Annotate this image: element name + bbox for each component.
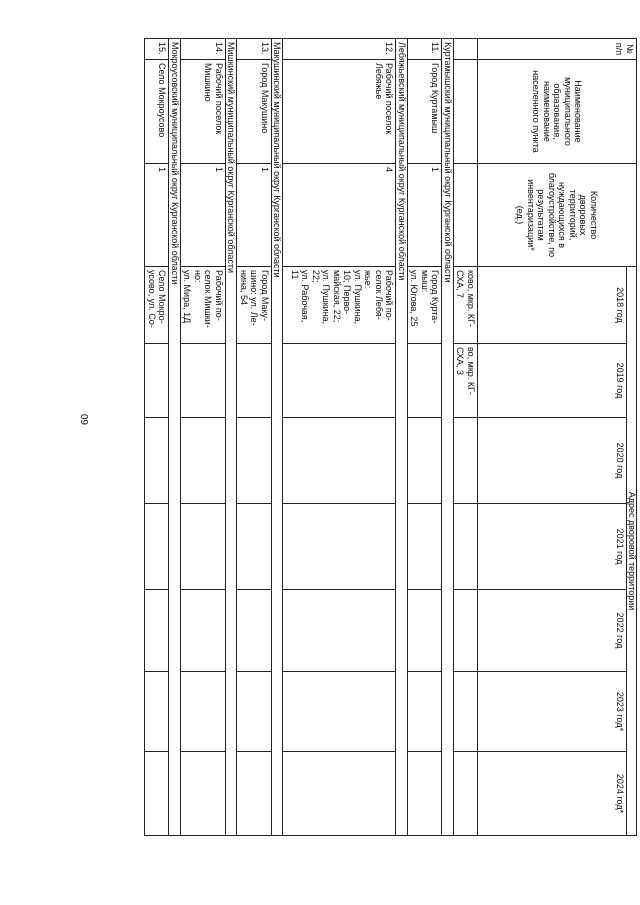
yard-count: 4 bbox=[283, 164, 396, 267]
settlement-name: Село Мокроусово bbox=[145, 60, 169, 164]
header-name: Наименование муниципального образования, наименование населенного пункта bbox=[478, 60, 637, 164]
section-title: Мокроусовский муниципальный округ Курганской области bbox=[169, 39, 181, 836]
yard-count: 1 bbox=[237, 164, 272, 267]
settlement-name: Город Макушино bbox=[237, 60, 272, 164]
settlement-name: Город Куртамыш bbox=[408, 60, 443, 164]
section-title: Лебяжьевский муниципальный округ Курганской области bbox=[396, 39, 408, 836]
address-2018: Рабочий по- селок Лебя- жье: ул. Пушкина, 10; Перво- майская, 22; ул. Пушкина, 22; ул. Рабочая, 11 bbox=[283, 267, 396, 344]
address-2019: во, мкр. КГ- СХА, 3 bbox=[454, 344, 478, 418]
table-row bbox=[145, 39, 169, 836]
table-row bbox=[237, 39, 272, 836]
address-2018: Город Курта- мыш: ул. Югова, 25 bbox=[408, 267, 443, 344]
section-row bbox=[169, 39, 181, 836]
section-title: Куртамышский муниципальный округ Курганской области bbox=[442, 39, 454, 836]
header-year-2023: 2023 год* bbox=[478, 672, 627, 752]
section-row bbox=[226, 39, 238, 836]
settlement-name: Рабочий поселок Лебяжье bbox=[283, 60, 396, 164]
rotated-page bbox=[117, 38, 637, 835]
section-title: Мишкинский муниципальный округ Курганской области bbox=[226, 39, 238, 836]
yard-count: 1 bbox=[181, 164, 226, 267]
row-number: 11. bbox=[408, 39, 443, 60]
address-2018: Село Мокро- усово, ул. Со- bbox=[145, 267, 169, 344]
yard-count: 1 bbox=[145, 164, 169, 267]
section-row bbox=[396, 39, 408, 836]
header-address: Адрес дворовой территории bbox=[627, 267, 637, 836]
header-no: № п/п bbox=[478, 39, 637, 60]
table-row bbox=[181, 39, 226, 836]
section-row bbox=[442, 39, 454, 836]
table-row bbox=[454, 39, 478, 836]
header-year-2021: 2021 год bbox=[478, 504, 627, 590]
header-year-2019: 2019 год bbox=[478, 344, 627, 418]
row-number: 14. bbox=[181, 39, 226, 60]
row-number: 15. bbox=[145, 39, 169, 60]
header-year-2022: 2022 год bbox=[478, 590, 627, 672]
address-2018: ково, мкр. КГ- СХА, 7 bbox=[454, 267, 478, 344]
header-year-2020: 2020 год bbox=[478, 418, 627, 504]
header-year-2018: 2018 год bbox=[478, 267, 627, 344]
row-number: 13. bbox=[237, 39, 272, 60]
yard-count: 1 bbox=[408, 164, 443, 267]
address-2018: Рабочий по- селок Мишки- но: ул. Мира, 1Д bbox=[181, 267, 226, 344]
page-number: 60 bbox=[80, 413, 91, 425]
section-title: Макушинский муниципальный округ Курганской области bbox=[272, 39, 284, 836]
address-2018: Город Маку- шино: ул. Ле- нина, 54 bbox=[237, 267, 272, 344]
table-row bbox=[283, 39, 396, 836]
table-row bbox=[408, 39, 443, 836]
header-count: Количество дворовых территорий, нуждающихся в благоустройстве, по результатам инвентаризации* (ед.) bbox=[478, 164, 637, 267]
header-year-2024: 2024 год* bbox=[478, 752, 627, 836]
settlement-name: Рабочий поселок Мишкино bbox=[181, 60, 226, 164]
row-number: 12. bbox=[283, 39, 396, 60]
address-table bbox=[145, 38, 638, 836]
section-row bbox=[272, 39, 284, 836]
